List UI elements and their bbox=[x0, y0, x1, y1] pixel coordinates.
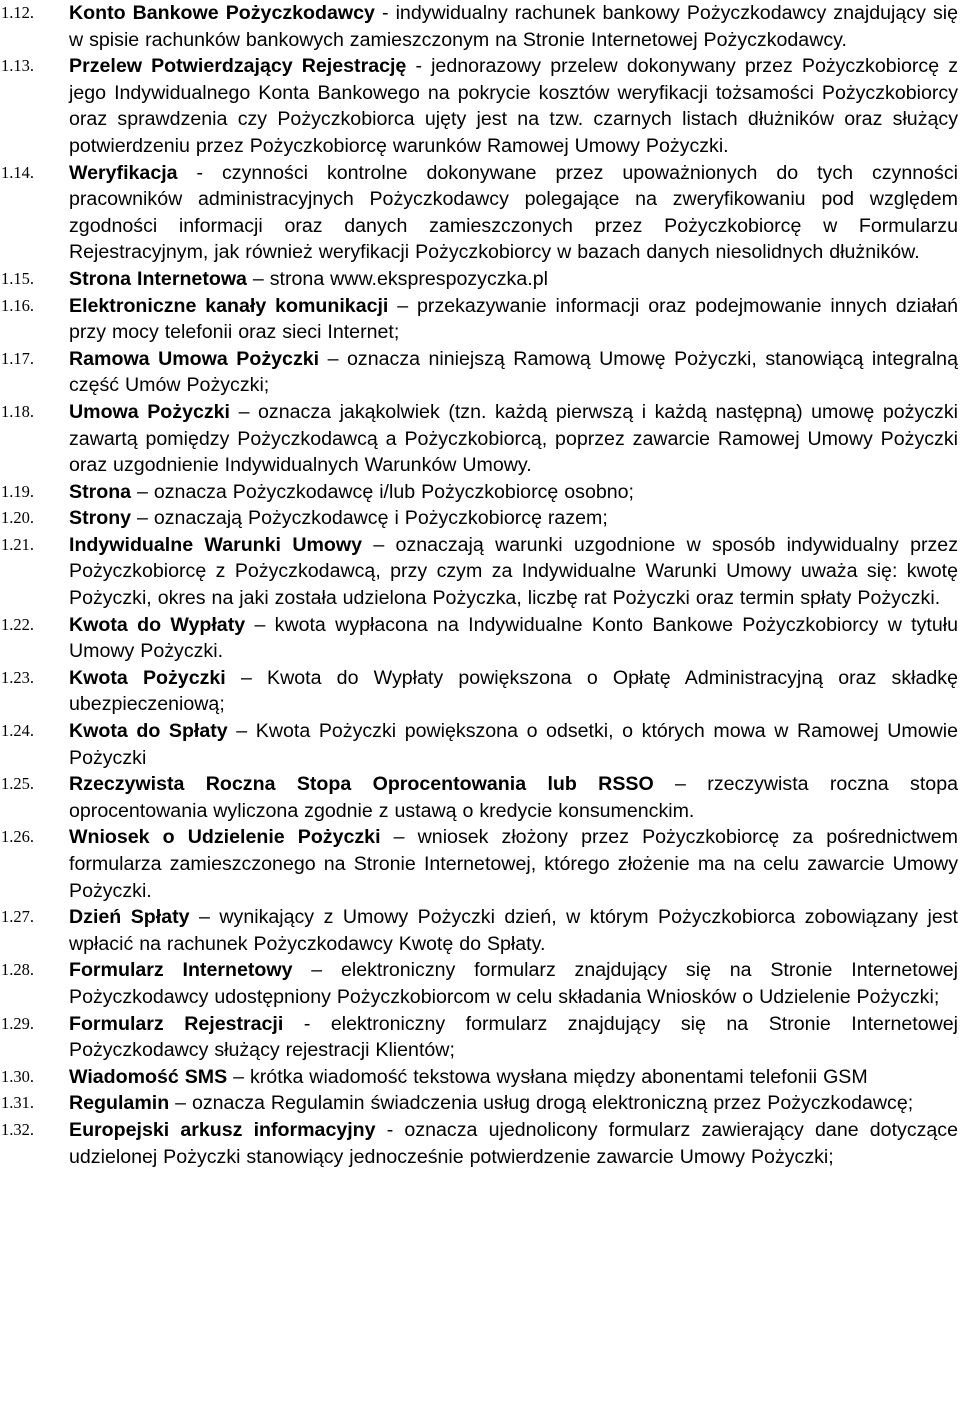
item-text: – strona www.ekspresрozyczka.pl bbox=[246, 267, 548, 290]
item-term: Weryfikacja bbox=[69, 161, 178, 184]
item-body bbox=[69, 718, 958, 771]
definition-item bbox=[0, 266, 960, 293]
item-term: Wniosek o Udzielenie Pożyczki bbox=[69, 826, 381, 849]
definition-item bbox=[0, 505, 960, 532]
definition-item bbox=[0, 160, 960, 266]
item-number: 1.31. bbox=[1, 1093, 34, 1113]
definition-item bbox=[0, 771, 960, 824]
item-number: 1.25. bbox=[1, 774, 34, 794]
item-text: – oznacza Pożyczkodawcę i/lub Pożyczkobiorcę osobno; bbox=[131, 480, 634, 503]
item-body bbox=[69, 1090, 958, 1117]
definition-item bbox=[0, 53, 960, 159]
item-number: 1.28. bbox=[1, 960, 34, 980]
item-text: – elektroniczny formularz znajdujący się na Stronie Internetowej Pożyczkodawcy udostępniony Pożyczkobiorcom w celu składania Wniosków o Udzielenie Pożyczki; bbox=[69, 959, 958, 1008]
definition-item bbox=[0, 346, 960, 399]
item-number: 1.19. bbox=[1, 481, 34, 501]
item-body bbox=[69, 479, 958, 506]
item-term: Dzień Spłaty bbox=[69, 906, 190, 929]
definition-item bbox=[0, 718, 960, 771]
item-term: Formularz Internetowy bbox=[69, 959, 293, 982]
item-text: – Kwota Pożyczki powiększona o odsetki, o których mowa w Ramowej Umowie Pożyczki bbox=[69, 720, 958, 769]
item-body bbox=[69, 1011, 958, 1064]
item-text: - elektroniczny formularz znajdujący się na Stronie Internetowej Pożyczkodawcy służący rejestracji Klientów; bbox=[69, 1012, 959, 1062]
item-number: 1.16. bbox=[1, 295, 34, 315]
item-number: 1.23. bbox=[1, 667, 34, 687]
item-body bbox=[69, 1117, 958, 1170]
item-term: Wiadomość SMS bbox=[69, 1065, 228, 1088]
item-text: – Kwota do Wypłaty powiększona o Opłatę Administracyjną oraz składkę ubezpieczeniową; bbox=[69, 666, 958, 716]
item-term: Strony bbox=[69, 507, 132, 530]
item-body bbox=[69, 824, 958, 904]
item-text: – oznacza Regulamin świadczenia usług drogą elektroniczną przez Pożyczkodawcę; bbox=[169, 1092, 914, 1115]
item-number: 1.12. bbox=[1, 3, 34, 22]
item-number: 1.22. bbox=[1, 614, 34, 634]
definition-item bbox=[0, 293, 960, 346]
item-text: – przekazywanie informacji oraz podejmowanie innych działań przy mocy telefonii oraz sieci Internet; bbox=[69, 294, 958, 344]
definition-item bbox=[0, 399, 960, 479]
definition-item bbox=[0, 957, 960, 1010]
item-text: – krótka wiadomość tekstowa wysłana między abonentami telefonii GSM bbox=[227, 1065, 868, 1088]
item-text: - jednorazowy przelew dokonywany przez Pożyczkobiorcę z jego Indywidualnego Konta Bankowego na pokrycie kosztów weryfikacji tożsamości Pożyczkobiorcy oraz sprawdzenia czy Pożyczkobiorca ujęty jest na tzw. czarnych listach dłużników oraz służący potwierdzeniu przez Pożyczkobiorcę warunków Ramowej Umowy Pożyczki. bbox=[69, 55, 958, 157]
item-body bbox=[69, 532, 958, 612]
item-body bbox=[69, 904, 958, 957]
item-term: Kwota Pożyczki bbox=[69, 666, 226, 689]
item-text: – oznaczają Pożyczkodawcę i Pożyczkobiorcę razem; bbox=[131, 507, 608, 530]
item-number: 1.20. bbox=[1, 508, 34, 528]
item-number: 1.30. bbox=[1, 1066, 34, 1086]
definition-item bbox=[0, 824, 960, 904]
item-text: - oznacza ujednolicony formularz zawierający dane dotyczące udzielonej Pożyczki stanowiący jednocześnie potwierdzenie zawarcie Umowy Pożyczki; bbox=[69, 1118, 958, 1168]
item-text: - czynności kontrolne dokonywane przez upoważnionych do tych czynności pracowników administracyjnych Pożyczkodawcy polegające na zweryfikowaniu pod względem zgodności informacji oraz danych zamieszczonych przez Pożyczkobiorcę w Formularzu Rejestracyjnym, jak również weryfikacji Pożyczkobiorcy w bazach danych niesolidnych dłużników. bbox=[69, 161, 958, 264]
item-term: Elektroniczne kanały komunikacji bbox=[69, 294, 389, 317]
definition-item bbox=[0, 1117, 960, 1170]
item-text: – kwota wypłacona na Indywidualne Konto Bankowe Pożyczkobiorcy w tytułu Umowy Pożyczki. bbox=[69, 613, 958, 663]
item-body bbox=[69, 957, 958, 1010]
item-body bbox=[69, 612, 958, 665]
item-number: 1.29. bbox=[1, 1013, 34, 1033]
item-body bbox=[69, 399, 958, 479]
item-term: Kwota do Spłaty bbox=[69, 720, 228, 743]
item-term: Rzeczywista Roczna Stopa Oprocentowania lub RSSO bbox=[69, 773, 654, 796]
definition-item bbox=[0, 1090, 960, 1117]
item-number: 1.18. bbox=[1, 401, 34, 421]
item-number: 1.32. bbox=[1, 1119, 34, 1139]
definition-item bbox=[0, 612, 960, 665]
item-term: Formularz Rejestracji bbox=[69, 1012, 284, 1035]
item-term: Indywidualne Warunki Umowy bbox=[69, 533, 362, 556]
item-text: – oznacza niniejszą Ramową Umowę Pożyczki, stanowiącą integralną część Umów Pożyczki; bbox=[69, 347, 958, 397]
item-body bbox=[69, 160, 958, 266]
definition-item bbox=[0, 1011, 960, 1064]
item-term: Przelew Potwierdzający Rejestrację bbox=[69, 55, 407, 78]
item-body bbox=[69, 505, 958, 532]
item-number: 1.15. bbox=[1, 268, 34, 288]
definition-item bbox=[0, 479, 960, 506]
item-body bbox=[69, 266, 958, 293]
item-term: Strona Internetowa bbox=[69, 267, 247, 290]
item-body bbox=[69, 1064, 958, 1091]
item-text: - indywidualny rachunek bankowy Pożyczkodawcy znajdujący się w spisie rachunków bankowych zamieszczonym na Stronie Internetowej Pożyczkodawcy. bbox=[69, 2, 958, 51]
item-number: 1.13. bbox=[1, 56, 34, 76]
item-number: 1.14. bbox=[1, 162, 34, 182]
definition-item bbox=[0, 0, 960, 53]
item-term: Europejski arkusz informacyjny bbox=[69, 1118, 376, 1141]
definition-item bbox=[0, 665, 960, 718]
item-number: 1.21. bbox=[1, 534, 34, 554]
item-number: 1.26. bbox=[1, 827, 34, 847]
item-term: Konto Bankowe Pożyczkodawcy bbox=[69, 2, 375, 24]
item-body bbox=[69, 0, 958, 53]
item-text: – oznaczają warunki uzgodnione w sposób indywidualny przez Pożyczkobiorcę z Pożyczkodawcą, przy czym za Indywidualne Warunki Umowy uważa się: kwotę Pożyczki, okres na jaki została udzielona Pożyczka, liczbę rat Pożyczki oraz termin spłaty Pożyczki. bbox=[69, 533, 958, 610]
definition-item bbox=[0, 532, 960, 612]
item-body bbox=[69, 293, 958, 346]
item-number: 1.27. bbox=[1, 907, 34, 927]
item-body bbox=[69, 665, 958, 718]
item-text: – rzeczywista roczna stopa oprocentowania wyliczona zgodnie z ustawą o kredycie konsumenckim. bbox=[69, 773, 958, 822]
item-body bbox=[69, 771, 958, 824]
definition-item bbox=[0, 1064, 960, 1091]
item-body bbox=[69, 53, 958, 159]
item-text: – oznacza jakąkolwiek (tzn. każdą pierwszą i każdą następną) umowę pożyczki zawartą pomiędzy Pożyczkodawcą a Pożyczkobiorcą, poprzez zawarcie Ramowej Umowy Pożyczki oraz uzgodnienie Indywidualnych Warunków Umowy. bbox=[69, 400, 959, 477]
item-text: – wniosek złożony przez Pożyczkobiorcę za pośrednictwem formularza zamieszczonego na Stronie Internetowej, którego złożenie ma na celu zawarcie Umowy Pożyczki. bbox=[69, 826, 958, 902]
item-text: – wynikający z Umowy Pożyczki dzień, w którym Pożyczkobiorca zobowiązany jest wpłacić na rachunek Pożyczkodawcy Kwotę do Spłaty. bbox=[69, 906, 958, 955]
item-term: Ramowa Umowa Pożyczki bbox=[69, 347, 320, 370]
item-body bbox=[69, 346, 958, 399]
item-term: Umowa Pożyczki bbox=[69, 400, 231, 423]
item-number: 1.17. bbox=[1, 348, 34, 368]
item-term: Strona bbox=[69, 480, 132, 503]
item-term: Kwota do Wypłaty bbox=[69, 613, 246, 636]
item-term: Regulamin bbox=[69, 1092, 170, 1115]
definition-item bbox=[0, 904, 960, 957]
item-number: 1.24. bbox=[1, 721, 34, 741]
